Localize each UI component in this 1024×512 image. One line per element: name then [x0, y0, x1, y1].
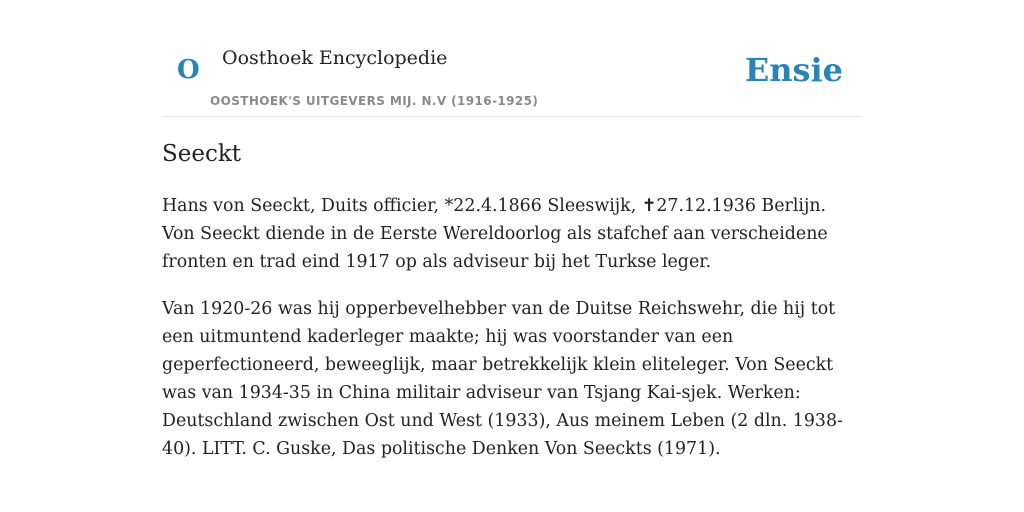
entry-card [162, 0, 862, 512]
source-title-link[interactable]: Oosthoek Encyclopedie [222, 47, 448, 69]
source-logo-letter[interactable]: O [177, 55, 200, 85]
ensie-logo-link[interactable]: Ensie [744, 51, 843, 89]
entry-paragraph: Van 1920-26 was hij opperbevelhebber van de Duitse Reichswehr, die hij tot een uitmuntend kaderleger maakte; hij was voorstander van een geperfectioneerd, beweeglijk, maar betrekkelijk klein eliteleger. Von Seeckt was van 1934-35 in China militair adviseur van Tsjang Kai-sjek. Werken: Deutschland zwischen Ost und West (1933), Aus meinem Leben (2 dln. 1938-40). LITT. C. Guske, Das politische Denken Von Seeckts (1971). [162, 299, 843, 459]
entry-title: Seeckt [162, 141, 242, 167]
source-publisher: OOSTHOEK'S UITGEVERS MIJ. N.V (1916-1925) [210, 94, 539, 108]
entry-paragraph: Hans von Seeckt, Duits officier, *22.4.1866 Sleeswijk, ✝27.12.1936 Berlijn. Von Seeckt diende in de Eerste Wereldoorlog als stafchef aan verscheidene fronten en trad eind 1917 op als adviseur bij het Turkse leger. [162, 196, 828, 272]
entry-body [162, 192, 862, 482]
source-header [162, 0, 862, 117]
